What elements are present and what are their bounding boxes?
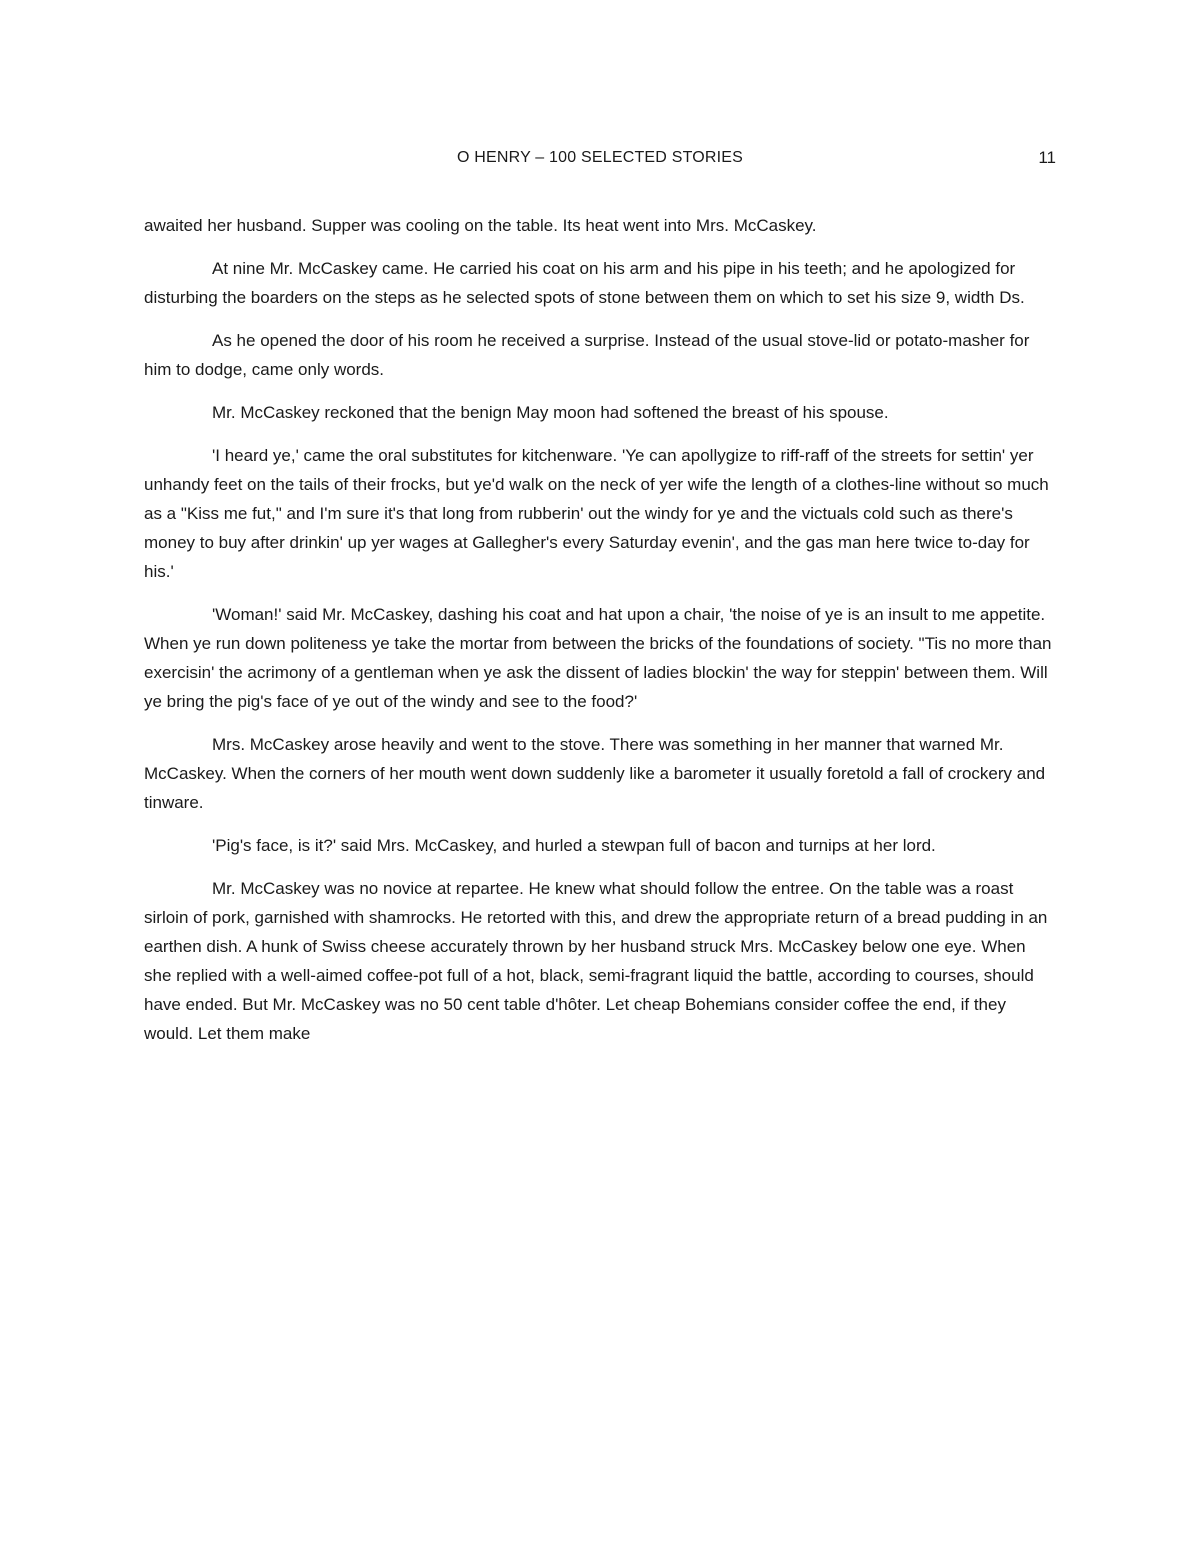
paragraph: 'I heard ye,' came the oral substitutes for kitchenware. 'Ye can apollygize to riff-raff of the streets for settin' yer unhandy feet on the tails of their frocks, but ye'd walk on the neck of yer wife the length of a clothes-line without so much as a "Kiss me fut," and I'm sure it's that long from rubberin' out the windy for ye and the victuals cold such as there's money to buy after drinkin' up yer wages at Gallegher's every Saturday evenin', and the gas man here twice to-day for his.' xyxy=(144,446,1049,581)
paragraph: At nine Mr. McCaskey came. He carried his coat on his arm and his pipe in his teeth; and he apologized for disturbing the boarders on the steps as he selected spots of stone between them on which to set his size 9, width Ds. xyxy=(144,259,1025,307)
running-header xyxy=(144,146,1056,170)
page-number: 11 xyxy=(1038,148,1056,167)
paragraph: 'Woman!' said Mr. McCaskey, dashing his coat and hat upon a chair, 'the noise of ye is an insult to me appetite. When ye run down politeness ye take the mortar from between the bricks of the foundations of society. "Tis no more than exercisin' the acrimony of a gentleman when ye ask the dissent of ladies blockin' the way for steppin' between them. Will ye bring the pig's face of ye out of the windy and see to the food?' xyxy=(144,605,1052,711)
story-body xyxy=(144,211,1056,1062)
paragraph: Mrs. McCaskey arose heavily and went to the stove. There was something in her manner that warned Mr. McCaskey. When the corners of her mouth went down suddenly like a barometer it usually foretold a fall of crockery and tinware. xyxy=(144,735,1046,812)
paragraph: Mr. McCaskey was no novice at repartee. He knew what should follow the entree. On the table was a roast sirloin of pork, garnished with shamrocks. He retorted with this, and drew the appropriate return of a bread pudding in an earthen dish. A hunk of Swiss cheese accurately thrown by her husband struck Mrs. McCaskey below one eye. When she replied with a well-aimed coffee-pot full of a hot, black, semi-fragrant liquid the battle, according to courses, should have ended. But Mr. McCaskey was no 50 cent table d'hôter. Let cheap Bohemians consider coffee the end, if they would. Let them make xyxy=(144,879,1048,1043)
book-title: O HENRY – 100 SELECTED STORIES xyxy=(456,149,744,166)
paragraph: 'Pig's face, is it?' said Mrs. McCaskey, and hurled a stewpan full of bacon and turnips at her lord. xyxy=(212,836,936,855)
paragraph-continued: awaited her husband. Supper was cooling on the table. Its heat went into Mrs. McCaskey. xyxy=(144,216,817,235)
paragraph: Mr. McCaskey reckoned that the benign May moon had softened the breast of his spouse. xyxy=(212,403,889,422)
paragraph: As he opened the door of his room he received a surprise. Instead of the usual stove-lid or potato-masher for him to dodge, came only words. xyxy=(144,331,1030,379)
